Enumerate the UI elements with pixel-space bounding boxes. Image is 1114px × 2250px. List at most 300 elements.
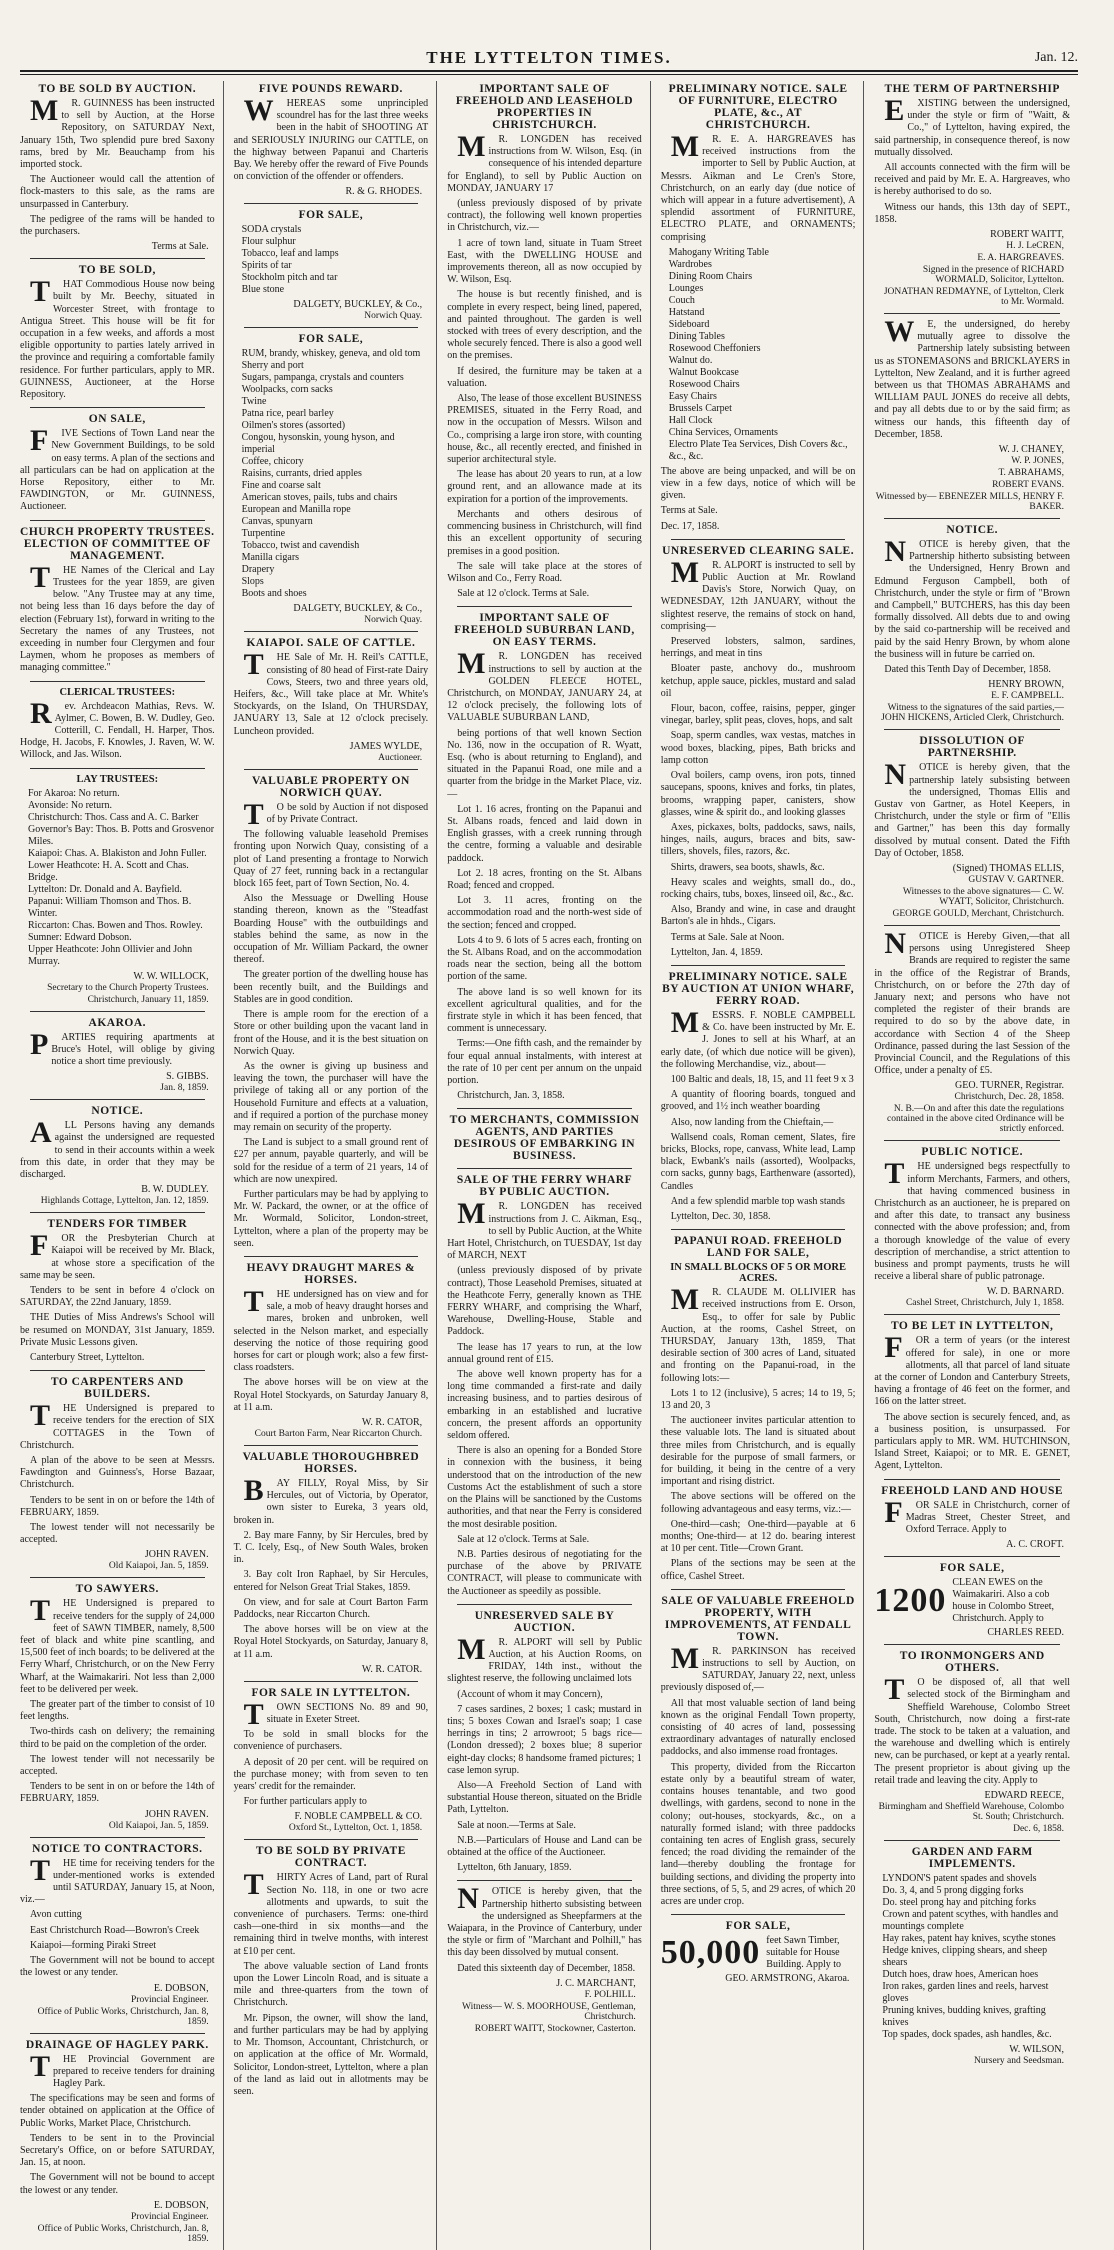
ad-heading: FOR SALE,: [725, 1920, 791, 1933]
ad-signature: Court Barton Farm, Near Riccarton Church.: [254, 1428, 423, 1439]
ad-paragraph: MR. ALPORT will sell by Public Auction, at his Auction Rooms, on FRIDAY, 14th inst., without the slightest reserve, the following unclaimed lots: [447, 1632, 642, 1685]
ad-list: [20, 788, 215, 968]
ad-paragraph: THE undersigned begs respectfully to inform Merchants, Farmers, and others, that having commenced business in Christchurch as an auctioneer, he is prepared on and after this date, to transact any business connected with the above profession; and, from a thorough knowledge of the value of every description of merchandise, a strict attention to business and prompt payments, trusts he will receive a liberal share of public patronage.: [874, 1157, 1070, 1283]
ad-list-item: Upper Heathcote: John Ollivier and John Murray.: [28, 943, 193, 967]
ad-large-figure: [661, 1935, 856, 1971]
ad-paragraph: TO be sold by Auction if not disposed of by Private Contract.: [243, 797, 429, 831]
ad-heading: UNRESERVED CLEARING SALE.: [662, 544, 855, 557]
ad-divider: [671, 1914, 846, 1915]
ad-paragraph: Lots 4 to 9. 6 lots of 5 acres each, fronting on the St. Albans Road, and on the accommodation roads near the section, being all the bottom portion of the same.: [447, 934, 642, 983]
ad-paragraph: 2. Bay mare Fanny, by Sir Hercules, bred by T. C. Icely, Esq., of New South Wales, broken in.: [233, 1529, 429, 1566]
ad-heading: FOR SALE,: [298, 209, 364, 222]
ad-list: [874, 1873, 1070, 2041]
ad-signature: EDWARD REECE,: [984, 1790, 1064, 1802]
ad-divider: [671, 539, 846, 540]
ad-signature: GEORGE GOULD, Merchant, Christchurch.: [892, 908, 1064, 919]
ad-list-item: Sugars, pampanga, crystals and counters: [241, 372, 404, 384]
ad-paragraph: THE Names of the Clerical and Lay Trustees for the year 1859, are given below. "Any Trustee may at any time, not being less than 16 days before the day of election (February 1st), forward in writing to the Secretary the names of any Trustees, not exceeding in number four Clergymen and four Laymen, whom he proposes as members of managing committee.": [20, 560, 215, 674]
ad-list-item: Coffee, chicory: [241, 456, 304, 468]
ad-paragraph: Tenders to be sent in on or before the 14th of FEBRUARY, 1859.: [20, 1781, 215, 1805]
ad-signature: JOHN RAVEN.: [144, 1808, 209, 1820]
ad-paragraph: MR. LONGDEN has received instructions from J. C. Aikman, Esq., to sell by Public Auction, at the White Hart Hotel, Christchurch, on TUESDAY, 1st day of MARCH, NEXT: [447, 1197, 642, 1262]
ad-list-item: Stockholm pitch and tar: [241, 272, 338, 284]
ad-paragraph: The pedigree of the rams will be handed to the purchasers.: [20, 213, 215, 238]
ad-heading: SALE OF THE FERRY WHARF BY PUBLIC AUCTION.: [456, 1174, 633, 1199]
ad-list-item: Oilmen's stores (assorted): [241, 420, 346, 432]
ad-paragraph: Oval boilers, camp ovens, iron pots, tinned saucepans, spoons, knives and forks, tin plates, brooms, wrapping paper, canisters, show glasses, wine & spirit do., and looking glasses: [660, 770, 856, 818]
advertisement: [447, 1610, 642, 1875]
ad-signature: Jan. 8, 1859.: [160, 1083, 209, 1094]
ad-paragraph: Dec. 17, 1858.: [660, 520, 720, 532]
ad-list-item: Governor's Bay: Thos. B. Potts and Grosvenor Miles.: [28, 823, 215, 847]
ad-paragraph: FOR SALE in Christchurch, corner of Madras Street, Chester Street, and Oxford Terrace. Apply to: [884, 1495, 1070, 1536]
ad-list-item: Pruning knives, budding knives, grafting knives: [882, 2005, 1046, 2029]
advertisement: [661, 1595, 856, 1908]
ad-paragraph: The above well known property has for a long time commanded a first-rate and daily increasing business, and to parties desirous of embarking in an established and lucrative concern, the present affords an opportunity seldom offered.: [447, 1369, 642, 1442]
ad-paragraph: (unless previously disposed of by private contract), the following well known properties in Christchurch, viz.—: [447, 198, 642, 234]
ad-paragraph: WHEREAS some unprincipled scoundrel has for the last three weeks been in the habit of SHOOTING AT and SERIOUSLY INJURING our CATTLE, on the highway between Papanui and Charteris Bay. We hereby offer the reward of Five Pounds on conviction of the offender or offenders.: [233, 94, 429, 183]
ad-heading: AKAROA.: [88, 1016, 147, 1029]
advertisement: [447, 1114, 642, 1162]
column-4: [661, 81, 865, 2250]
ad-paragraph: One-third—cash; One-third—payable at 6 months; One-third— at 12 do. bearing interest at 10 per cent. Title—Crown Grant.: [660, 1518, 856, 1555]
ad-list-item: Wardrobes: [668, 258, 712, 270]
ad-paragraph: EXISTING between the undersigned, under the style or firm of "Waitt, & Co.," of Lyttelton, having expired, the said partnership, in consequence thereof, is now mutually dissolved.: [874, 94, 1070, 158]
ad-paragraph: Flour, bacon, coffee, raisins, pepper, ginger vinegar, barley, split peas, cloves, hops, and salt: [660, 703, 856, 727]
ad-paragraph: The following valuable leasehold Premises fronting upon Norwich Quay, consisting of a plot of Land presenting a frontage to Norwich Quay of 27 feet, running back in a rectangular block 165 feet, part of Town Section, No. 4.: [233, 829, 429, 890]
ad-divider: [30, 1011, 205, 1012]
advertisement: [20, 83, 215, 252]
ad-paragraph: Soap, sperm candles, wax vestas, matches in wood boxes, blacking, pipes, Bath bricks and lamp cotton: [660, 730, 856, 766]
ad-signature: Christchurch, January 11, 1859.: [87, 994, 209, 1005]
ad-signature: W. WILSON,: [1009, 2044, 1064, 2056]
ad-paragraph: The lease has 17 years to run, at the low annual ground rent of £15.: [447, 1341, 642, 1365]
ad-paragraph: On view, and for sale at Court Barton Farm Paddocks, near Riccarton Church.: [233, 1596, 429, 1621]
advertisement: [20, 264, 215, 401]
ad-signature: A. C. CROFT.: [1006, 1539, 1064, 1551]
ad-paragraph: The greater portion of the dwelling house has been recently built, and the Buildings and Stables are in good condition.: [233, 969, 429, 1005]
ad-signature: Office of Public Works, Christchurch, Jan. 8, 1859.: [37, 2223, 209, 2244]
ad-signature: JONATHAN REDMAYNE, of Lyttelton, Clerk to Mr. Wormald.: [883, 287, 1064, 308]
ad-paragraph: Lyttelton, 6th January, 1859.: [457, 1862, 572, 1874]
advertisement: [20, 687, 215, 762]
ad-paragraph: The above horses will be on view at the Royal Hotel Stockyards, on Saturday, January 8, at 11 a.m.: [233, 1624, 429, 1660]
ad-paragraph: The specifications may be seen and forms of tender obtained on application at the Office of Public Works, Market Place, Christchurch.: [20, 2093, 215, 2129]
ad-paragraph: Also—A Freehold Section of Land with substantial House thereon, situated on the Bridle Path, Lyttelton.: [447, 1779, 642, 1816]
ad-paragraph: MR. LONGDEN has received instructions from W. Wilson, Esq. (in consequence of his intended departure for England), to sell by Public Auction on MONDAY, JANUARY 17: [447, 130, 642, 194]
ad-signature: Old Kaiapoi, Jan. 5, 1859.: [108, 1561, 209, 1572]
ad-signature: W. J. CHANEY,: [998, 444, 1064, 456]
ad-list-item: Drapery: [241, 564, 275, 576]
ad-paragraph: Sale at 12 o'clock. Terms at Sale.: [457, 588, 590, 600]
ad-divider: [457, 1880, 632, 1881]
ad-signature: Birmingham and Sheffield Warehouse, Colombo St. South; Christchurch.: [878, 1802, 1064, 1823]
ad-paragraph: MR. E. A. HARGREAVES has received instructions from the importer to Sell by Public Auction, at Messrs. Aikman and Le Cren's Store, Christchurch, on an early day (due notice of which will appear in a future advertisement), A splendid assortment of FURNITURE, ELECTRO PLATE, and ORNAMENTS; comprising: [660, 130, 856, 243]
ad-list-item: Mahogany Writing Table: [668, 246, 769, 258]
ad-paragraph: Witness our hands, this 13th day of SEPT., 1858.: [874, 201, 1070, 225]
ad-paragraph: (Account of whom it may Concern),: [457, 1688, 603, 1700]
ad-signature: Terms at Sale.: [151, 241, 209, 253]
advertisement: [447, 612, 642, 1102]
ad-divider: [457, 1108, 632, 1109]
ad-divider: [30, 1837, 205, 1838]
advertisement: [874, 926, 1070, 1135]
ad-heading: FOR SALE IN LYTTELTON.: [251, 1686, 411, 1699]
ad-paragraph: Axes, pickaxes, bolts, paddocks, saws, nails, hinges, nails, augurs, braces and bits, saw-tillers, shovels, files, razors, &c.: [660, 821, 856, 858]
advertisement: [234, 1687, 429, 1834]
advertisement: [874, 83, 1070, 307]
ad-list-item: Hatstand: [668, 306, 705, 318]
ad-signature: Norwich Quay.: [364, 311, 423, 322]
ad-paragraph: Mr. Pipson, the owner, will show the land, and further particulars may be had by applying to Mr. Thomson, Accountant, Christchurch, or on application at the office of Mr. Wormald, Solicitor, London-street, Lyttelton, where a plan of the land as laid out in allotments may be seen.: [233, 2012, 429, 2097]
ad-list-item: Do. 3, 4, and 5 prong digging forks: [882, 1885, 1024, 1897]
ad-heading: HEAVY DRAUGHT MARES & HORSES.: [246, 1261, 416, 1286]
ad-heading: FREEHOLD LAND AND HOUSE: [881, 1484, 1064, 1497]
ad-paragraph: 7 cases sardines, 2 boxes; 1 cask; mustard in tins; 5 boxes Cowan and Israel's soap; 1 case herrings in tins; 2 arrowroot; 5 bags rice—(London dressed); 2 boxes blue; 8 superior eight-day clocks; 8 handsome framed pictures; 1 case lemon syrup.: [447, 1703, 642, 1776]
ad-paragraph: N.B.—Particulars of House and Land can be obtained at the office of the Auctioneer.: [447, 1834, 642, 1858]
advertisement: [874, 735, 1070, 919]
ad-signature: GUSTAV V. GARTNER.: [968, 874, 1064, 885]
ad-heading: PRELIMINARY NOTICE. SALE OF FURNITURE, ELECTRO PLATE, &c., AT CHRISTCHURCH.: [668, 83, 848, 131]
ad-list-item: Lyttelton: Dr. Donald and A. Bayfield.: [28, 883, 182, 895]
advertisement: [234, 1262, 429, 1439]
ad-signature: E. DOBSON,: [153, 1982, 209, 1994]
large-number: 1200: [874, 1582, 947, 1620]
masthead-rule: [20, 74, 1078, 75]
ad-list-item: Electro Plate Tea Services, Dish Covers &c., &c., &c.: [668, 438, 848, 462]
ad-paragraph: The Government will not be bound to accept the lowest or any tender.: [20, 2172, 215, 2196]
ad-paragraph: There is ample room for the erection of a Store or other building upon the vacant land in front of the House, and it is the best situation on Norwich Quay.: [233, 1009, 429, 1057]
ad-paragraph: All accounts connected with the firm will be received and paid by Mr. E. A. Hargreaves, who is hereby authorised to do so.: [874, 162, 1070, 198]
ad-paragraph: To be sold in small blocks for the convenience of purchasers.: [233, 1729, 429, 1753]
ad-signature: E. DOBSON,: [153, 2199, 209, 2211]
ad-list-item: Top spades, dock spades, ash handles, &c.: [882, 2029, 1052, 2041]
ad-paragraph: Also, The lease of those excellent BUSINESS PREMISES, situated in the Ferry Road, and now in the occupation of Messrs. Wilson and Co., comprising a large iron store, with counting house, &c., all recently erected, and finished in superior architectural style.: [447, 393, 642, 466]
advertisement: [447, 83, 642, 600]
ad-list-item: Brussels Carpet: [668, 402, 732, 414]
advertisement: [874, 1846, 1070, 2066]
ad-paragraph: FOR the Presbyterian Church at Kaiapoi will be received by Mr. Black, at whose store a specification of the same may be seen.: [20, 1229, 215, 1281]
ad-paragraph: THE Duties of Miss Andrews's School will be resumed on MONDAY, 31st January, 1859. Private Music Lessons given.: [20, 1312, 215, 1348]
ad-paragraph: Terms at Sale. Sale at Noon.: [670, 931, 785, 943]
ad-signature: Witnessed by— EBENEZER MILLS, HENRY F. BAKER.: [875, 492, 1064, 513]
ad-paragraph: ALL Persons having any demands against the undersigned are requested to send in their accounts within a week from this date, in order that they may be discharged.: [20, 1116, 215, 1180]
large-number: 50,000: [660, 1934, 761, 1972]
ad-paragraph: The house is but recently finished, and is complete in every respect, being lined, papered, and painted throughout. The garden is well stocked with trees of every description, and the whole securely fenced. There is also a good well on the premises.: [447, 289, 642, 362]
ad-paragraph: 1 acre of town land, situate in Tuam Street East, with the DWELLING HOUSE and improvements thereon, all as now occupied by W. Wilson, Esq.: [447, 237, 642, 286]
ad-list-item: Crown and patent scythes, with handles and mountings complete: [882, 1909, 1059, 1933]
ad-paragraph: Two-thirds cash on delivery; the remaining third to be paid on the completion of the order.: [20, 1726, 215, 1750]
ad-heading: IMPORTANT SALE OF FREEHOLD AND LEASEHOLD PROPERTIES IN CHRISTCHURCH.: [455, 83, 634, 131]
advertisement: [874, 315, 1070, 513]
ad-list-item: Manilla cigars: [241, 552, 300, 564]
ad-paragraph: Plans of the sections may be seen at the office, Cashel Street.: [660, 1558, 856, 1582]
ad-paragraph: Christchurch, Jan. 3, 1858.: [457, 1090, 565, 1102]
advertisement: [874, 1650, 1070, 1834]
ad-paragraph: WE, the undersigned, do hereby mutually agree to dissolve the Partnership lately subsisting between us as STONEMASONS and BRICKLAYERS in Lyttelton, New Zealand, and it is further agreed between us that THOMAS ABRAHAMS and WILLIAM PAUL JONES do receive all debts, and pay all debts due to or by the said firm; as witness our hands, this fifteenth day of December, 1858.: [874, 315, 1070, 440]
ad-signature: DALGETY, BUCKLEY, & Co.,: [293, 603, 423, 615]
ad-paragraph: 100 Baltic and deals, 18, 15, and 11 feet 9 x 3: [670, 1073, 854, 1085]
column-5: [874, 81, 1078, 2250]
advertisement: [234, 637, 429, 762]
ad-divider: [244, 1839, 419, 1840]
ad-paragraph: Lot 2. 18 acres, fronting on the St. Albans Road; fenced and cropped.: [447, 867, 642, 891]
ad-divider: [30, 768, 205, 769]
advertisement: [661, 971, 856, 1223]
advertisement: [20, 1218, 215, 1364]
advertisement: [20, 1376, 215, 1571]
ad-heading: NOTICE.: [946, 524, 999, 537]
ad-paragraph: THE time for receiving tenders for the under-mentioned works is extended until SATURDAY, January 15, at Noon, viz.—: [20, 1853, 215, 1906]
ad-list-item: Dutch hoes, draw hoes, American hoes: [882, 1969, 1039, 1981]
ad-signature: B. W. DUDLEY.: [141, 1184, 209, 1196]
column-3: [447, 81, 651, 2250]
ad-paragraph: MR. PARKINSON has received instructions to sell by Auction, on SATURDAY, January 22, next, unless previously disposed of,—: [660, 1641, 856, 1694]
ad-divider: [244, 769, 419, 770]
advertisement: [234, 333, 429, 625]
ad-paragraph: FOR a term of years (or the interest offered for sale), in one or more allotments, all that parcel of land situate at the corner of London and Canterbury Streets, having a frontage of 46 feet on the former, and 166 on the latter street.: [874, 1331, 1070, 1408]
ad-signature: DALGETY, BUCKLEY, & Co.,: [293, 299, 423, 311]
ad-divider: [884, 925, 1060, 926]
ad-paragraph: All that most valuable section of land being known as the original Fendall Town property, consisting of 40 acres of land, possessing extraordinary advantages of naturally enclosed paddocks, and also immense road frontages.: [660, 1697, 856, 1758]
ad-list-item: Walnut Bookcase: [668, 366, 739, 378]
ad-paragraph: Tenders to be sent in on or before the 14th of FEBRUARY, 1859.: [20, 1494, 215, 1518]
ad-paragraph: This property, divided from the Riccarton estate only by a beautiful stream of water, contains houses tenantable, and two good dwellings, with gardens, second to none in the colony; out-houses, stockyards, &c., on a naturally formed island; with three paddocks containing ten acres of English grass, securely fenced; the road dividing the remainder of the land—thereby doubling the frontage for building sections, and dividing the property into three sections, of 5, 5, and 29 acres, of which 20 acres are under crop.: [660, 1761, 856, 1907]
ad-paragraph: NOTICE is Hereby Given,—that all persons using Unregistered Sheep Brands are required to register the same in the office of the Registrar of Brands, Christchurch, on or before the 27th day of January next; and persons who have not completed the register of their brands are required to do so by the above date, in accordance with Section 4 of the Sheep Ordinance, passed during the last Session of the Provincial Council, and the Regulations of this Office, under a penalty of £5.: [874, 926, 1070, 1077]
ad-list-item: Rosewood Chairs: [668, 378, 740, 390]
ad-divider: [30, 520, 205, 521]
ad-paragraph: THE Sale of Mr. H. Reil's CATTLE, consisting of 80 head of First-rate Dairy Cows, Steers, two and three years old, Heifers, &c., Will take place at Mr. White's Stockyards, on the Island, On THURSDAY, JANUARY 13, Sale at 12 o'clock precisely. Luncheon provided.: [233, 648, 429, 737]
ad-list: [234, 224, 429, 296]
ad-paragraph: FIVE Sections of Town Land near the New Government Buildings, to be sold on easy terms. A plan of the sections and all particulars can be had on application at the Horse Repository, either to Mr. FAWDINGTON, or Mr. GUINNESS, Auctioneer.: [20, 424, 215, 513]
ad-paragraph: Rev. Archdeacon Mathias, Revs. W. Aylmer, C. Bowen, B. W. Dudley, Geo. Cotterill, C. Fendall, H. Harper, Thos. Hodge, H. Jacobs, F. Knowles, J. Raven, W. W. Willock, and Jas. Wilson.: [20, 696, 215, 761]
ad-divider: [884, 1479, 1060, 1480]
masthead: [20, 40, 1078, 72]
ad-signature: CHARLES REED.: [987, 1627, 1064, 1639]
ad-signature: E. A. HARGREAVES.: [977, 253, 1064, 264]
ad-signature: ROBERT WAITT, Stockowner, Casterton.: [474, 2023, 636, 2034]
advertisement: [234, 775, 429, 1250]
ad-list-item: European and Manilla rope: [241, 504, 351, 516]
advertisement: [447, 1882, 642, 2034]
ad-paragraph: NOTICE is hereby given, that the Partnership hitherto subsisting between the undersigned as Sheepfarmers at the Waiapara, in the Province of Canterbury, under the style or firm of "Marchant and Polhill," has this day been dissolved by mutual consent.: [447, 1882, 642, 1959]
ad-paragraph: Heavy scales and weights, small do., do., rocking chairs, tubs, boxes, linseed oil, &c., &c.: [660, 876, 856, 900]
ad-signature: N. B.—On and after this date the regulations contained in the above cited Ordinance will be strictly enforced.: [886, 1104, 1064, 1135]
ad-list-item: Kaiapoi: Chas. A. Blakiston and John Fuller.: [28, 847, 207, 859]
ad-paragraph: Lyttelton, Jan. 4, 1859.: [670, 946, 763, 958]
advertisement: [661, 1235, 856, 1583]
ad-paragraph: Tenders to be sent in to the Provincial Secretary's Office, on or before SATURDAY, Jan. 15, at noon.: [20, 2132, 215, 2169]
ad-signature: T. ABRAHAMS,: [998, 468, 1064, 479]
ad-heading: ON SALE,: [88, 413, 146, 426]
advertisement: [234, 83, 429, 197]
ad-heading: NOTICE TO CONTRACTORS.: [32, 1842, 203, 1855]
ad-signature: Provincial Engineer.: [131, 1994, 209, 2005]
ad-paragraph: The lowest tender will not necessarily be accepted.: [20, 1753, 215, 1778]
ad-paragraph: PARTIES requiring apartments at Bruce's Hotel, will oblige by giving notice a short time previously.: [30, 1027, 215, 1067]
ad-signature: J. C. MARCHANT,: [556, 1977, 636, 1989]
ad-signature: Old Kaiapoi, Jan. 5, 1859.: [108, 1820, 209, 1831]
ad-signature: ROBERT WAITT,: [990, 229, 1064, 241]
ad-heading: TO CARPENTERS AND BUILDERS.: [50, 1376, 184, 1401]
advertisement: [874, 1562, 1070, 1638]
ad-list-item: Hay rakes, patent hay knives, scythe stones: [882, 1933, 1056, 1945]
ad-heading: UNRESERVED SALE BY AUCTION.: [474, 1609, 615, 1634]
column-1: [20, 81, 224, 2250]
ad-signature: GEO. ARMSTRONG, Akaroa.: [725, 1973, 850, 1985]
ad-paragraph: NOTICE is hereby given, that the partnership lately subsisting between the undersigned, Thomas Ellis and Gustav von Gartner, as Hotel Keepers, in Christchurch, under the style or firm of "Ellis and Gartner," has been this day formally dissolved by mutual consent. Dated the Fifth Day of October, 1858.: [874, 758, 1070, 859]
ad-divider: [30, 258, 205, 259]
ad-divider: [884, 729, 1060, 730]
ad-signature: Witness to the signatures of the said parties,— JOHN HICKENS, Articled Clerk, Christchurch.: [881, 703, 1064, 724]
ad-text: feet Sawn Timber, suitable for House Building. Apply to: [766, 1935, 842, 1971]
ad-list-item: Turpentine: [241, 528, 286, 540]
ad-heading: NOTICE.: [91, 1105, 144, 1118]
ad-divider: [884, 313, 1060, 314]
ad-list-item: Patna rice, pearl barley: [241, 408, 334, 420]
ad-heading: DRAINAGE OF HAGLEY PARK.: [25, 2038, 209, 2051]
ad-paragraph: A deposit of 20 per cent. will be required on the purchase money; with from seven to ten years' credit for the remainder.: [233, 1756, 429, 1793]
ad-list-item: Boots and shoes: [241, 588, 307, 600]
advertisement: [20, 1843, 215, 2027]
ad-paragraph: The above horses will be on view at the Royal Hotel Stockyards, on Saturday January 8, at 11 a.m.: [233, 1377, 429, 1413]
ad-paragraph: As the owner is giving up business and leaving the town, the purchaser will have the privilege of taking all or any portion of the Household Furniture and effects at a valuation, and if required a portion of the purchase money may remain on security of the property.: [233, 1060, 429, 1133]
ad-signature: Norwich Quay.: [364, 615, 423, 626]
ad-paragraph: Also, Brandy and wine, in case and draught Barton's ale in hhds., Cigars.: [660, 904, 856, 928]
ad-divider: [457, 1168, 632, 1169]
ad-paragraph: The lowest tender will not necessarily be accepted.: [20, 1522, 215, 1546]
ad-signature: GEO. TURNER, Registrar.: [955, 1080, 1064, 1092]
ad-list-item: Rosewood Cheffoniers: [668, 342, 761, 354]
ad-list-item: Riccarton: Chas. Bowen and Thos. Rowley.: [28, 919, 203, 931]
ad-paragraph: THE Provincial Government are prepared to receive tenders for draining Hagley Park.: [30, 2049, 215, 2089]
ad-list: [661, 247, 856, 463]
ad-signature: Dec. 6, 1858.: [1013, 1824, 1064, 1835]
ad-list-item: Dining Tables: [668, 330, 725, 342]
ad-divider: [30, 1099, 205, 1100]
ad-subheading: CLERICAL TRUSTEES:: [59, 686, 176, 698]
ad-signature: Witnesses to the above signatures— C. W. WYATT, Solicitor, Christchurch.: [902, 886, 1064, 907]
ad-list-item: Slops: [241, 576, 264, 588]
ad-list-item: Christchurch: Thos. Cass and A. C. Barker: [28, 811, 199, 823]
ad-signature: Nursery and Seedsman.: [974, 2056, 1064, 2067]
ad-heading: DISSOLUTION OF PARTNERSHIP.: [919, 735, 1026, 760]
ad-signature: Highlands Cottage, Lyttelton, Jan. 12, 1859.: [40, 1196, 209, 1207]
ad-list: [234, 348, 429, 600]
ad-paragraph: Lots 1 to 12 (inclusive), 5 acres; 14 to 19, 5; 13 and 20, 3: [660, 1387, 856, 1412]
ad-paragraph: Also the Messuage or Dwelling House standing thereon, known as the "Steadfast Boarding House" with the outbuildings and stables behind the same, as now in the occupation of Mr. William Packard, the owner thereof.: [233, 893, 429, 966]
ad-paragraph: N.B. Parties desirous of negotiating for the purchase of the above by PRIVATE CONTRACT, will please to communicate with the Auctioneer as speedily as possible.: [447, 1548, 642, 1597]
ad-paragraph: The Government will not be bound to accept the lowest or any tender.: [20, 1955, 215, 1979]
ad-list-item: Papanui: William Thomson and Thos. B. Winter.: [28, 895, 192, 919]
ad-list-item: Dining Room Chairs: [668, 270, 753, 282]
ad-signature: E. F. CAMPBELL.: [991, 691, 1064, 702]
ad-paragraph: And a few splendid marble top wash stands: [670, 1195, 845, 1207]
ad-large-figure: [874, 1577, 1070, 1625]
ad-list-item: Fine and coarse salt: [241, 480, 321, 492]
ad-heading: KAIAPOI. SALE OF CATTLE.: [246, 637, 416, 650]
ad-list-item: American stoves, pails, tubs and chairs: [241, 492, 398, 504]
columns: [20, 81, 1078, 2244]
advertisement: [661, 83, 856, 533]
ad-paragraph: BAY FILLY, Royal Miss, by Sir Hercules, out of Victoria, by Operator, own sister to Eureka, 3 years old, broken in.: [233, 1473, 429, 1526]
ad-paragraph: The sale will take place at the stores of Wilson and Co., Ferry Road.: [447, 560, 642, 584]
ad-divider: [671, 1589, 846, 1590]
ad-signature: Christchurch, Dec. 28, 1858.: [954, 1092, 1064, 1103]
ad-signature: W. R. CATOR,: [361, 1416, 423, 1428]
ad-paragraph: Wallsend coals, Roman cement, Slates, fire bricks, Blocks, rope, canvass, White lead, Lamp black, Ewbank's nails (assorted), Woolpacks, corn sacks, gunny bags, Earthenware (assorted), Candles: [660, 1131, 856, 1192]
ad-heading: VALUABLE PROPERTY ON NORWICH QUAY.: [251, 774, 410, 799]
ad-list-item: Spirits of tar: [241, 260, 292, 272]
ad-heading: TO BE SOLD,: [78, 264, 156, 277]
ad-paragraph: MR. ALPORT is instructed to sell by Public Auction at Mr. Rowland Davis's Store, Norwich Quay, on WEDNESDAY, 12th JANUARY, without the slightest reserve, the remains of stock on hand, comprising—: [660, 555, 856, 632]
ad-list-item: Easy Chairs: [668, 390, 717, 402]
ad-list-item: Walnut do.: [668, 354, 713, 366]
ad-list-item: Raisins, currants, dried apples: [241, 468, 362, 480]
ad-paragraph: The lease has about 20 years to run, at a low ground rent, and an allowance made at its expiration for a portion of the improvements.: [447, 469, 642, 505]
advertisement: [874, 1146, 1070, 1308]
ad-paragraph: THE Undersigned is prepared to receive tenders for the erection of SIX COTTAGES in the Town of Christchurch.: [20, 1399, 215, 1451]
ad-list-item: Couch: [668, 294, 695, 306]
ad-divider: [244, 203, 419, 204]
ad-divider: [884, 1140, 1060, 1141]
ad-paragraph: NOTICE is hereby given, that the Partnership hitherto subsisting between the Undersigned, Henry Brown and Edmund Ferguson Campbell, both of Christchurch, under the style or firm of "Brown and Campbell," BUTCHERS, has this day been formally dissolved. All debts due to and owing by the said co-partnership will be received and paid by the said Henry Brown, by whom alone the business will in future be carried on.: [874, 535, 1070, 660]
ad-divider: [671, 1229, 846, 1230]
ad-signature: ROBERT EVANS.: [992, 480, 1064, 491]
ad-paragraph: MESSRS. F. NOBLE CAMPBELL & Co. have been instructed by Mr. E. J. Jones to sell at his Wharf, at an early date, (of which due notice will be given), the following Merchandise, viz., about—: [660, 1005, 856, 1070]
ad-signature: W. P. JONES,: [1011, 456, 1064, 467]
ad-signature: (Signed) THOMAS ELLIS,: [952, 862, 1064, 874]
ad-paragraph: MR. LONGDEN has received instructions to sell by auction at the GOLDEN FLEECE HOTEL, Christchurch, on MONDAY, JANUARY 24, at 12 o'clock precisely, the following lots of VALUABLE SUBURBAN LAND,: [447, 647, 642, 724]
ad-text: CLEAN EWES on the Waimakariri. Also a cob house in Colombo Street, Christchurch. Apply to: [952, 1577, 1055, 1625]
advertisement: [874, 1320, 1070, 1472]
ad-signature: JAMES WYLDE,: [349, 740, 423, 752]
ad-paragraph: If desired, the furniture may be taken at a valuation.: [447, 365, 642, 389]
ad-signature: R. & G. RHODES.: [345, 186, 423, 198]
ad-list-item: Lounges: [668, 282, 704, 294]
ad-divider: [244, 327, 419, 328]
ad-signature: Provincial Engineer.: [131, 2211, 209, 2222]
ad-divider: [30, 1370, 205, 1371]
ad-paragraph: East Christchurch Road—Bowron's Creek: [30, 1924, 200, 1936]
advertisement: [234, 1845, 429, 2098]
ad-paragraph: THAT Commodious House now being built by Mr. Beechy, situated in Worcester Street, with frontage to Antigua Street. This house will be fit for occupation in a few weeks, and affords a most eligible opportunity to parties lately arrived in the province and requiring a comfortable family residence. For further particulars, apply to MR. GUINNESS, Auctioneer, at the Horse Repository.: [20, 275, 215, 401]
ad-divider: [244, 1256, 419, 1257]
ad-list-item: Avonside: No return.: [28, 799, 112, 811]
advertisement: [20, 2039, 215, 2244]
ad-list-item: Sumner: Edward Dobson.: [28, 931, 132, 943]
ad-paragraph: The above valuable section of Land fronts upon the Lower Lincoln Road, and is situate a mile and three-quarters from the town of Christchurch.: [233, 1960, 429, 2009]
ad-signature: Auctioneer.: [378, 752, 423, 763]
ad-heading: TO BE SOLD BY AUCTION.: [38, 83, 197, 95]
newspaper-title: THE LYTTELTON TIMES.: [426, 48, 672, 67]
ad-divider: [671, 965, 846, 966]
ad-paragraph: Canterbury Street, Lyttelton.: [30, 1351, 145, 1363]
ad-paragraph: Dated this sixteenth day of December, 1858.: [457, 1962, 636, 1974]
ad-paragraph: Sale at 12 o'clock. Terms at Sale.: [457, 1533, 590, 1545]
ad-signature: Office of Public Works, Christchurch, Jan. 8, 1859.: [37, 2006, 209, 2027]
ad-divider: [30, 681, 205, 682]
ad-signature: Signed in the presence of RICHARD WORMALD, Solicitor, Lyttelton.: [922, 265, 1064, 286]
ad-list-item: Flour sulphur: [241, 236, 296, 248]
ad-paragraph: Kaiapoi—forming Piraki Street: [30, 1939, 157, 1951]
ad-list-item: RUM, brandy, whiskey, geneva, and old tom: [241, 348, 421, 360]
ad-divider: [457, 1604, 632, 1605]
advertisement: [20, 1583, 215, 1830]
ad-paragraph: TOWN SECTIONS No. 89 and 90, situate in Exeter Street.: [243, 1697, 429, 1731]
ad-signature: Cashel Street, Christchurch, July 1, 1858.: [905, 1298, 1064, 1309]
ad-paragraph: Shirts, drawers, sea boots, shawls, &c.: [670, 861, 825, 873]
